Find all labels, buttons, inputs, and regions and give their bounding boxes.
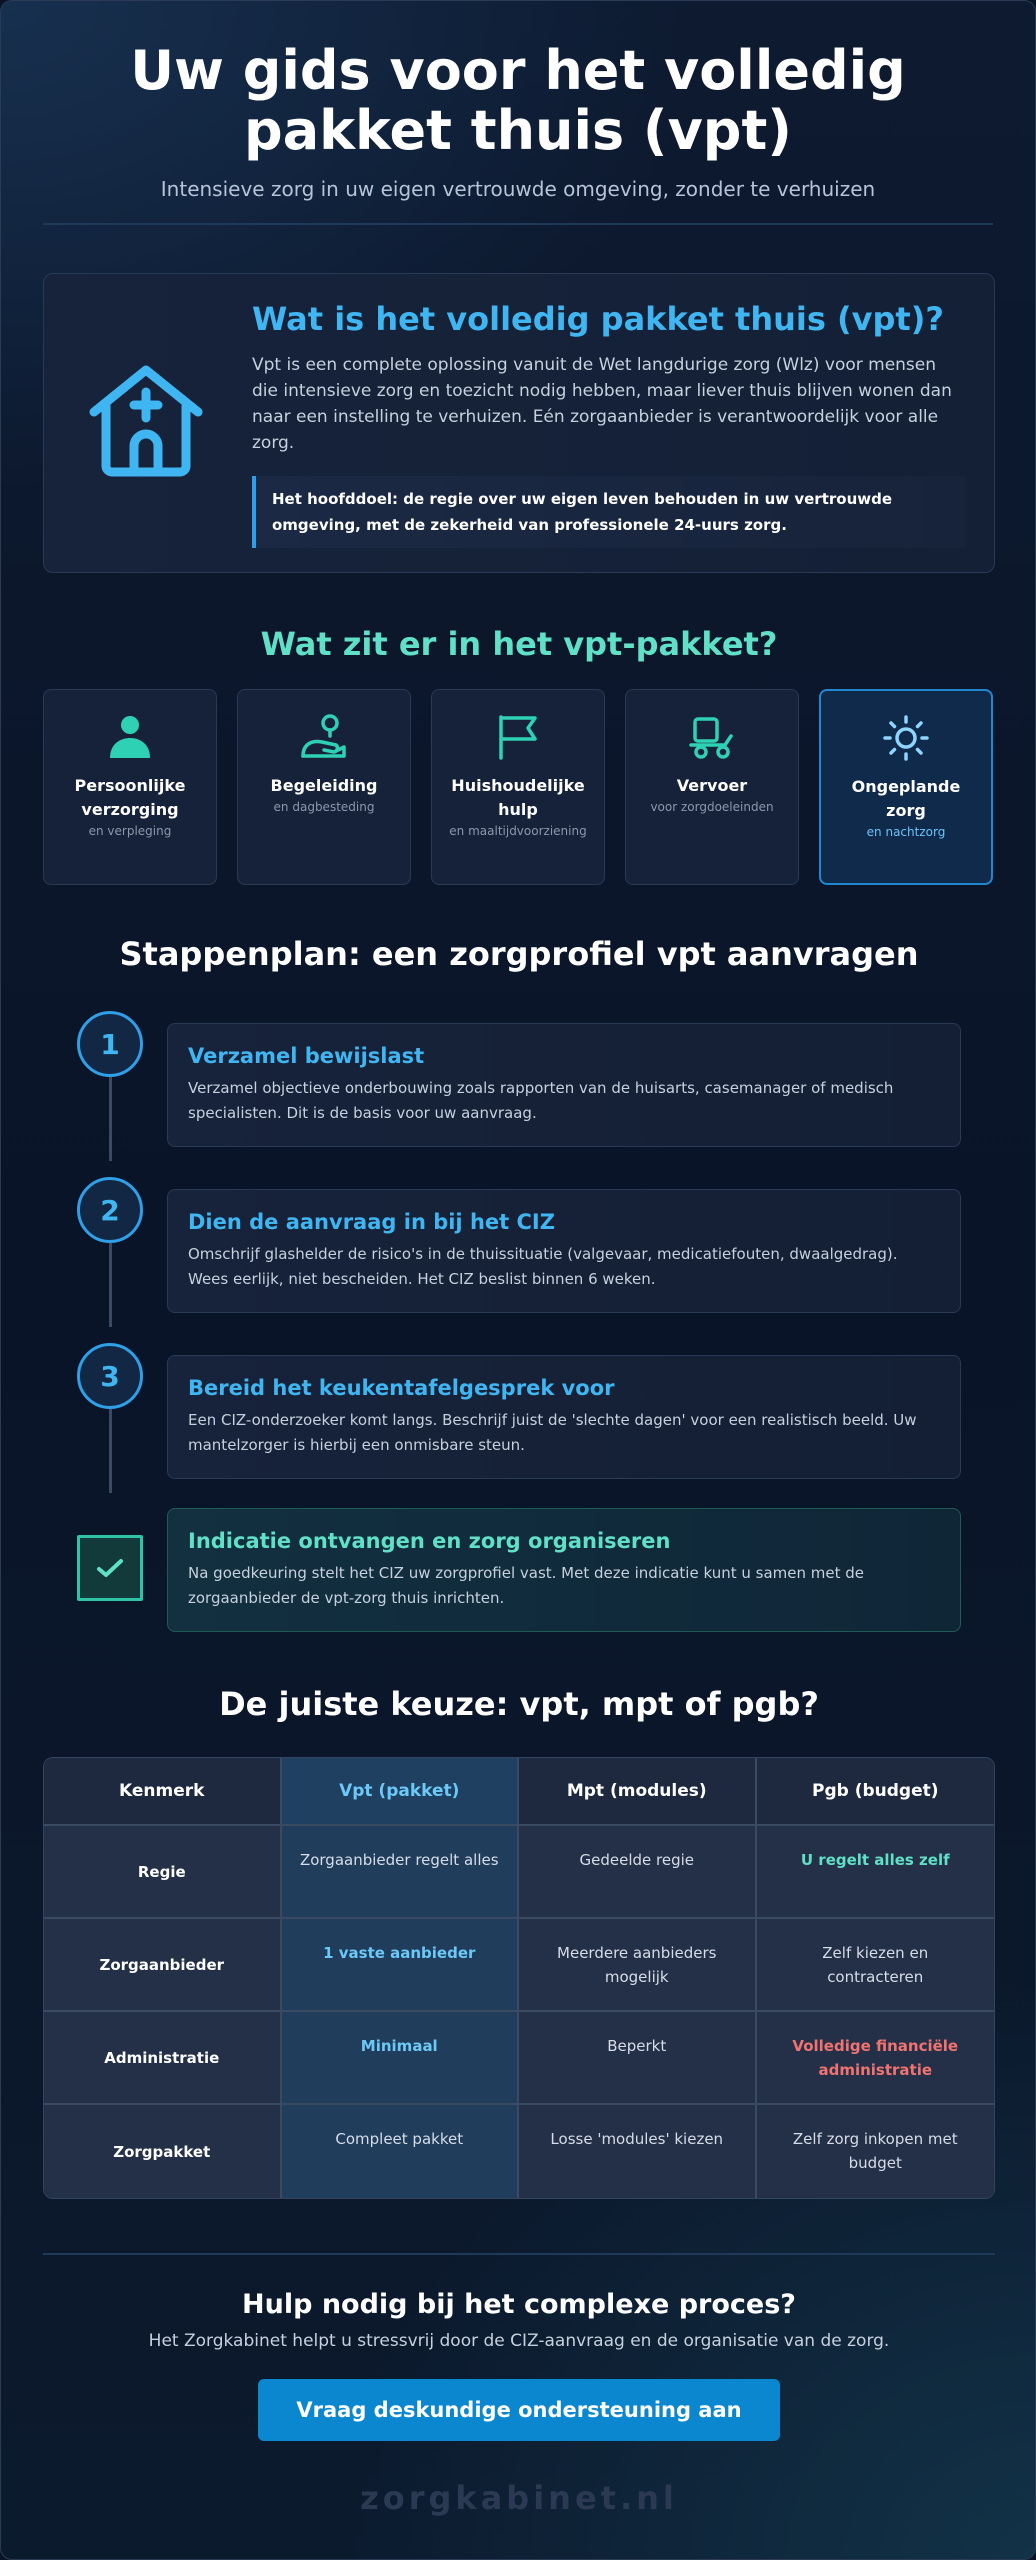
step-title: Indicatie ontvangen en zorg organiseren [188, 1529, 671, 1553]
service-card-transport [625, 689, 799, 885]
table-cell: U regelt alles zelf [757, 1826, 995, 1919]
step-card-1 [167, 1023, 961, 1147]
table-row-header: Zorgaanbieder [44, 1919, 282, 2012]
step-number-3: 3 [77, 1343, 143, 1409]
service-subtitle: en maaltijdvoorziening [449, 824, 587, 838]
step-card-3 [167, 1355, 961, 1479]
table-row [44, 2105, 994, 2198]
intro-title: Wat is het volledig pakket thuis (vpt)? [252, 300, 944, 338]
table-header-cell: Pgb (budget) [757, 1758, 995, 1826]
comparison-table [43, 1757, 995, 2199]
intro-text: Vpt is een complete oplossing vanuit de Wet langdurige zorg (Wlz) voor mensen die intensieve zorg en toezicht nodig hebben, maar liever thuis blijven wonen dan naar een instelling te verhuizen. Eén zorgaanbieder is verantwoordelijk voor alle zorg. [252, 355, 952, 453]
step-title: Dien de aanvraag in bij het CIZ [188, 1210, 555, 1234]
table-row [44, 1919, 994, 2012]
intro-body [252, 300, 966, 548]
service-title: Huishoudelijke hulp [451, 776, 585, 819]
step-text: Na goedkeuring stelt het CIZ uw zorgprofiel vast. Met deze indicatie kunt u samen met de zorgaanbieder de vpt-zorg thuis inrichten. [188, 1564, 864, 1607]
step-connector [109, 1409, 112, 1493]
table-cell: Zorgaanbieder regelt alles [282, 1826, 520, 1919]
footer-brand: zorgkabinet.nl [360, 2479, 678, 2517]
intro-quote: Het hoofddoel: de regie over uw eigen leven behouden in uw vertrouwde omgeving, met de zekerheid van professionele 24-uurs zorg. [252, 476, 966, 548]
service-subtitle: voor zorgdoeleinden [650, 800, 774, 814]
footer-divider [43, 2253, 995, 2255]
table-cell: Meerdere aanbieders mogelijk [519, 1919, 757, 2012]
sun-icon [883, 715, 929, 761]
step-connector [109, 1077, 112, 1161]
table-cell: Compleet pakket [282, 2105, 520, 2198]
table-row [44, 2012, 994, 2105]
person-icon [108, 714, 152, 760]
support-request-button[interactable]: Vraag deskundige ondersteuning aan [258, 2379, 780, 2441]
table-row [44, 1826, 994, 1919]
step-complete-check [77, 1535, 143, 1601]
intro-card [43, 273, 995, 573]
table-cell: Gedeelde regie [519, 1826, 757, 1919]
comparison-title: De juiste keuze: vpt, mpt of pgb? [219, 1685, 819, 1723]
table-header-cell: Mpt (modules) [519, 1758, 757, 1826]
table-header-row [44, 1758, 994, 1826]
service-title: Vervoer [676, 776, 748, 795]
table-cell: 1 vaste aanbieder [282, 1919, 520, 2012]
service-card-unplanned-care [819, 689, 993, 885]
table-row-header: Zorgpakket [44, 2105, 282, 2198]
help-title: Hulp nodig bij het complexe proces? [242, 2289, 796, 2320]
service-card-guidance [237, 689, 411, 885]
service-subtitle: en nachtzorg [866, 825, 946, 839]
table-cell: Zelf zorg inkopen met budget [757, 2105, 995, 2198]
service-title: Persoonlijke verzorging [74, 776, 186, 819]
page-subtitle: Intensieve zorg in uw eigen vertrouwde omgeving, zonder te verhuizen [160, 177, 876, 201]
header [1, 1, 1035, 225]
step-title: Bereid het keukentafelgesprek voor [188, 1376, 615, 1400]
header-divider [43, 223, 993, 225]
table-header-cell: Kenmerk [44, 1758, 282, 1826]
table-row-header: Administratie [44, 2012, 282, 2105]
services-title: Wat zit er in het vpt-pakket? [260, 625, 778, 663]
table-header-cell: Vpt (pakket) [282, 1758, 520, 1826]
service-card-personal-care [43, 689, 217, 885]
table-cell: Beperkt [519, 2012, 757, 2105]
table-cell: Losse 'modules' kiezen [519, 2105, 757, 2198]
table-cell: Minimaal [282, 2012, 520, 2105]
service-subtitle: en verpleging [88, 824, 172, 838]
flag-icon [495, 714, 541, 760]
guidance-hands-icon [300, 714, 348, 760]
step-number-2: 2 [77, 1177, 143, 1243]
table-cell: Zelf kiezen en contracteren [757, 1919, 995, 2012]
help-text: Het Zorgkabinet helpt u stressvrij door de CIZ-aanvraag en de organisatie van de zorg. [148, 2331, 890, 2351]
step-text: Omschrijf glashelder de risico's in de thuissituatie (valgevaar, medicatiefouten, dwaalgedrag). Wees eerlijk, niet bescheiden. Het CIZ beslist binnen 6 weken. [188, 1245, 898, 1288]
step-number-1: 1 [77, 1011, 143, 1077]
step-title: Verzamel bewijslast [188, 1044, 425, 1068]
service-card-household [431, 689, 605, 885]
service-subtitle: en dagbesteding [273, 800, 375, 814]
step-card-final [167, 1508, 961, 1632]
steps-title: Stappenplan: een zorgprofiel vpt aanvragen [119, 935, 919, 973]
step-card-2 [167, 1189, 961, 1313]
service-title: Ongeplande zorg [851, 777, 961, 820]
service-title: Begeleiding [270, 776, 378, 795]
house-cross-icon [86, 362, 206, 482]
table-cell: Volledige financiële administratie [757, 2012, 995, 2105]
table-row-header: Regie [44, 1826, 282, 1919]
step-text: Verzamel objectieve onderbouwing zoals rapporten van de huisarts, casemanager of medisch specialisten. Dit is de basis voor uw aanvraag. [188, 1079, 894, 1122]
cart-icon [689, 714, 735, 760]
step-text: Een CIZ-onderzoeker komt langs. Beschrijf juist de 'slechte dagen' voor een realistisch beeld. Uw mantelzorger is hierbij een onmisbare steun. [188, 1411, 917, 1454]
checkmark-icon [95, 1556, 125, 1580]
page-title: Uw gids voor het volledig pakket thuis (vpt) [130, 39, 906, 162]
step-connector [109, 1243, 112, 1327]
